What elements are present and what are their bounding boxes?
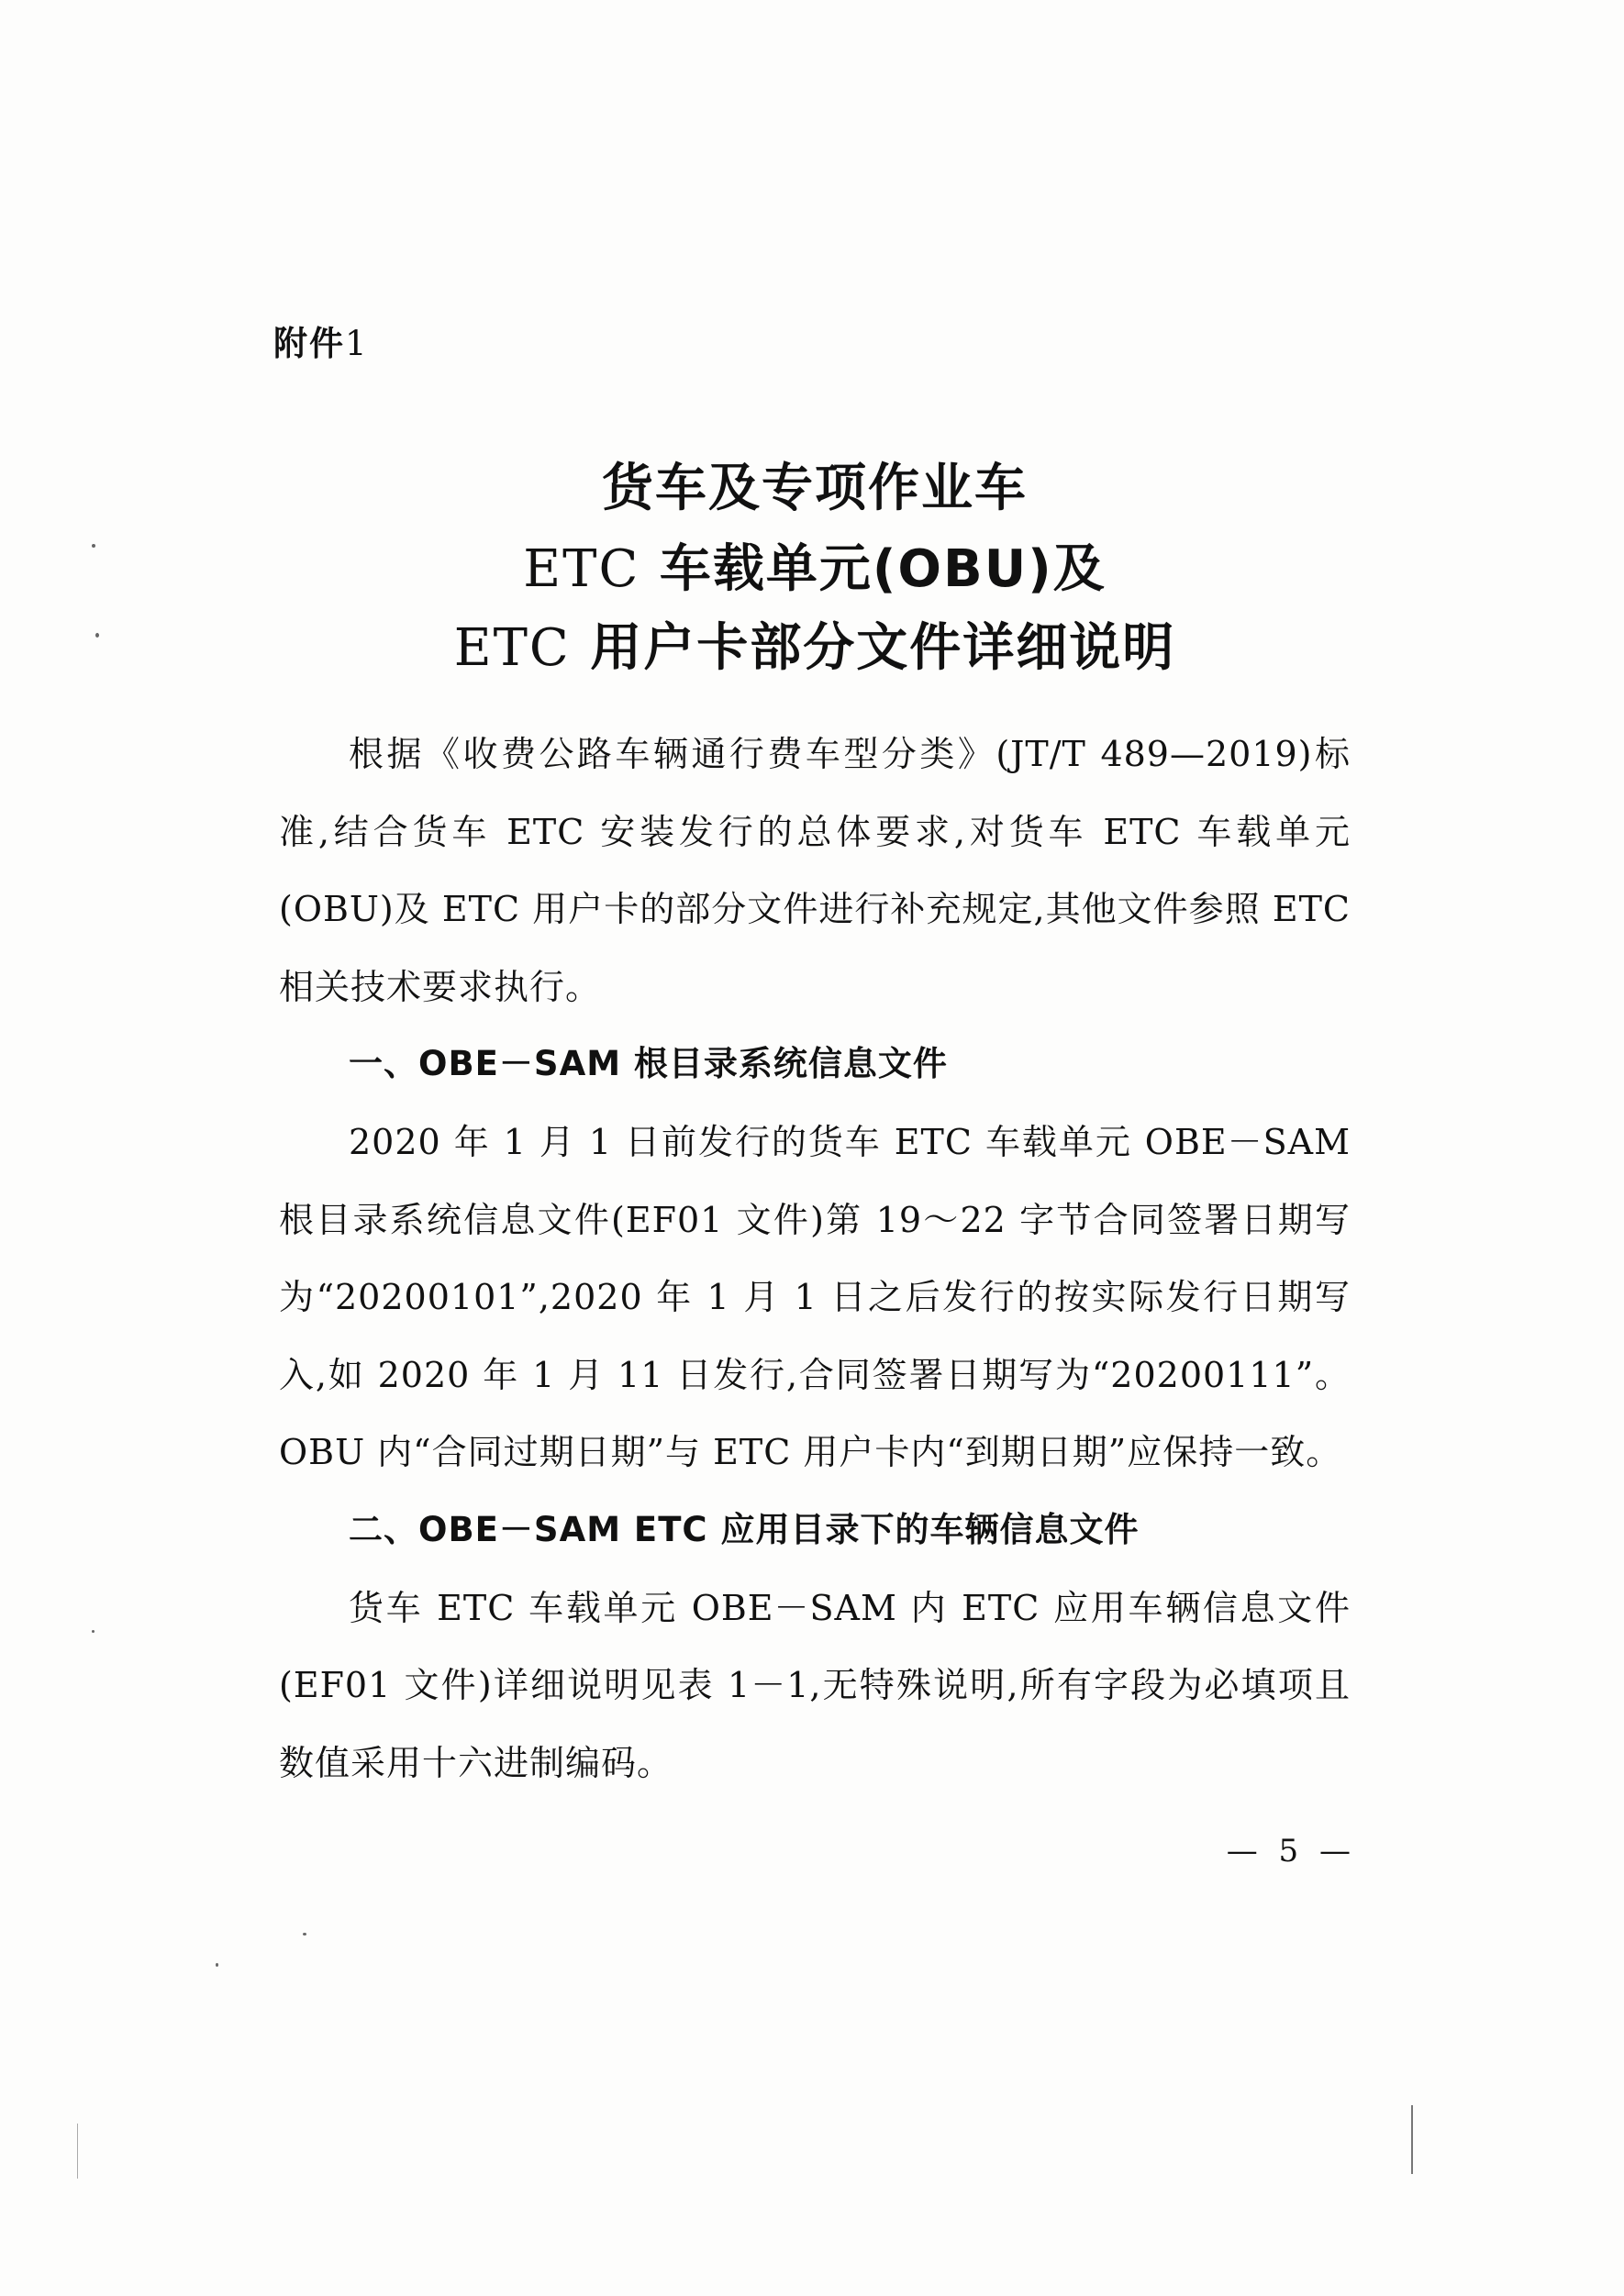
- attachment-label: [273, 316, 369, 365]
- scan-speck: [216, 1963, 218, 1967]
- intro-paragraph: 根据《收费公路车辆通行费车型分类》(JT/T 489—2019)标准,结合货车 ETC 安装发行的总体要求,对货车 ETC 车载单元(OBU)及 ETC 用户卡的部分文件进行补充规定,其他文件参照 ETC 相关技术要求执行。: [279, 734, 1351, 1007]
- section-2-paragraph: 货车 ETC 车载单元 OBE－SAM 内 ETC 应用车辆信息文件(EF01 文件)详细说明见表 1－1,无特殊说明,所有字段为必填项且数值采用十六进制编码。: [279, 1587, 1351, 1783]
- title-line-2: [273, 528, 1356, 602]
- title-line-2-rest: 车载单元(OBU)及: [659, 539, 1107, 599]
- attachment-number: 1: [345, 324, 369, 363]
- scan-speck: [92, 1630, 95, 1633]
- page-number: — 5 —: [1226, 1833, 1356, 1869]
- scan-speck: [92, 544, 95, 548]
- scan-edge-line: [1411, 2105, 1413, 2174]
- title-line-3-latin: ETC: [453, 618, 571, 678]
- scan-speck: [303, 1933, 306, 1936]
- document-body: [279, 715, 1351, 1802]
- title-line-3: [273, 607, 1356, 681]
- scan-speck: [95, 633, 99, 638]
- scan-edge-line: [77, 2124, 78, 2179]
- title-line-3-rest: 用户卡部分文件详细说明: [590, 618, 1176, 678]
- section-2-heading: 二、OBE－SAM ETC 应用目录下的车辆信息文件: [349, 1509, 1140, 1549]
- attachment-prefix: 附件: [273, 324, 345, 363]
- title-line-1: 货车及专项作业车: [602, 459, 1028, 518]
- section-1-paragraph: 2020 年 1 月 1 日前发行的货车 ETC 车载单元 OBE－SAM 根目录系统信息文件(EF01 文件)第 19～22 字节合同签署日期写为“20200101”,2020 年 1 月 1 日之后发行的按实际发行日期写入,如 2020 年 1 月 11 日发行,合同签署日期写为“20200111”。OBU 内“合同过期日期”与 ETC 用户卡内“到期日期”应保持一致。: [279, 1121, 1351, 1473]
- title-line-2-latin: ETC: [523, 539, 640, 599]
- section-1-heading: 一、OBE－SAM 根目录系统信息文件: [349, 1044, 948, 1084]
